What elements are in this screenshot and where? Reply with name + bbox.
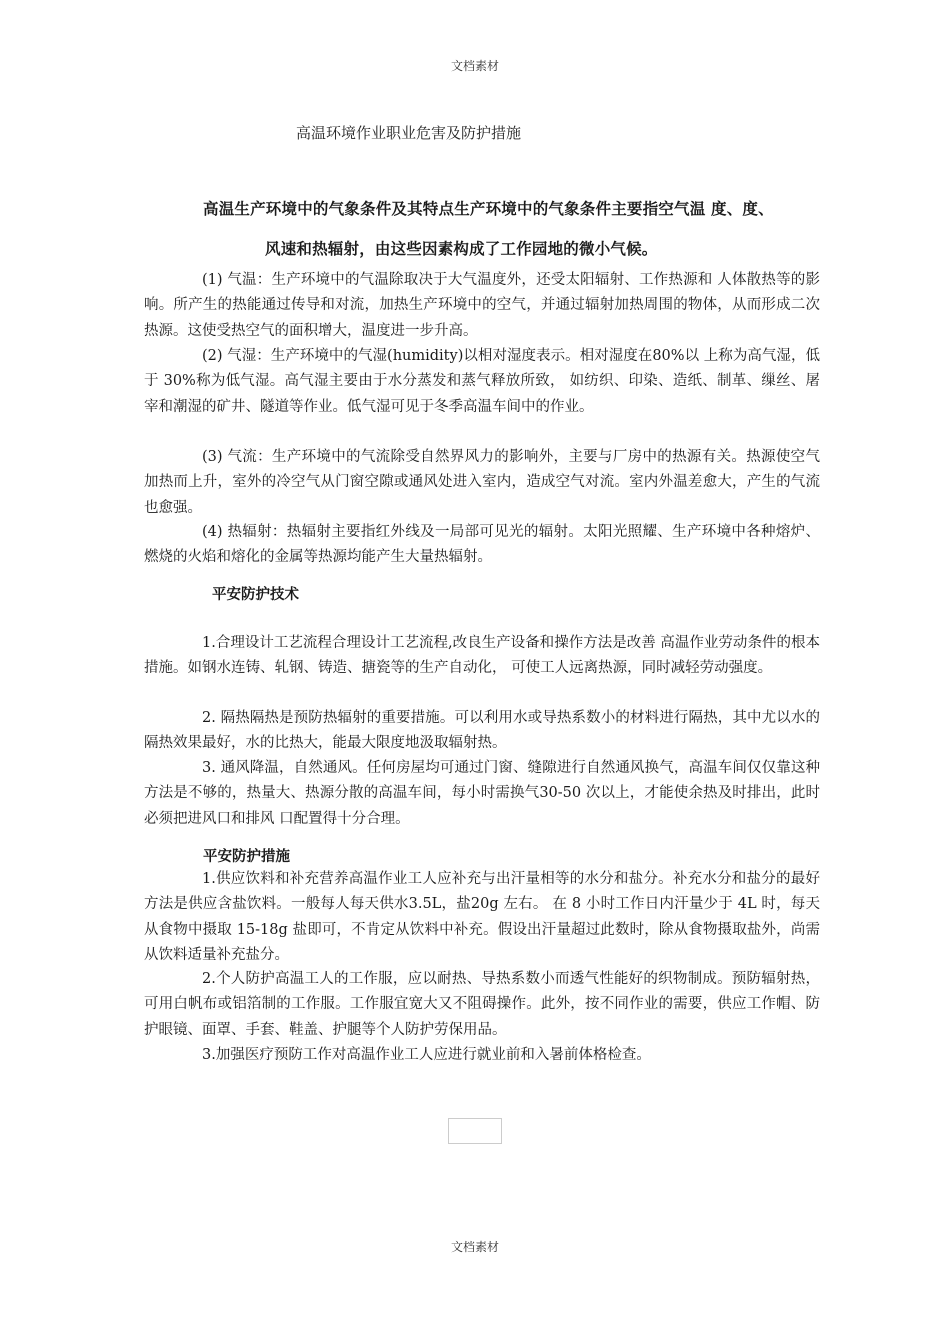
paragraph-humidity: (2) 气湿：生产环境中的气湿(humidity)以相对湿度表示。相对湿度在80%以 上称为高气湿，低于 30%称为低气湿。高气湿主要由于水分蒸发和蒸气释放所致， 如纺织、印染、造纸、制革、缫丝、屠宰和潮湿的矿井、隧道等作业。低气湿可见于冬季高温车间中的作业。 — [144, 348, 820, 415]
page-header: 文档素材 — [450, 59, 499, 73]
section-heading-technology: 平安防护技术 — [212, 586, 299, 603]
paragraph-radiation: (4) 热辐射：热辐射主要指红外线及一局部可见光的辐射。太阳光照耀、生产环境中各种熔炉、燃烧的火焰和熔化的金属等热源均能产生大量热辐射。 — [144, 524, 820, 566]
lead-heading-line2: 风速和热辐射，由这些因素构成了工作园地的微小气候。 — [265, 239, 658, 258]
lead-heading-line1: 高温生产环境中的气象条件及其特点生产环境中的气象条件主要指空气温 度、度、 — [203, 199, 774, 218]
paragraph-personal-protection: 2.个人防护高温工人的工作服，应以耐热、导热系数小而透气性能好的织物制成。预防辐射热，可用白帆布或铝箔制的工作服。工作服宜宽大又不阻碍操作。此外，按不同作业的需要，供应工作帽、防护眼镜、面罩、手套、鞋盖、护腿等个人防护劳保用品。 — [144, 971, 820, 1038]
page-footer: 文档素材 — [450, 1240, 499, 1254]
paragraph-process-design: 1.合理设计工艺流程合理设计工艺流程,改良生产设备和操作方法是改善 高温作业劳动条件的根本措施。如钢水连铸、轧钢、铸造、搪瓷等的生产自动化， 可使工人远离热源，同时减轻劳动强度。 — [144, 635, 820, 677]
paragraph-medical-prevention: 3.加强医疗预防工作对高温作业工人应进行就业前和入暑前体格检查。 — [202, 1047, 651, 1063]
paragraph-ventilation: 3. 通风降温，自然通风。任何房屋均可通过门窗、缝隙进行自然通风换气，高温车间仅仅靠这种方法是不够的，热量大、热源分散的高温车间，每小时需换气30-50 次以上，才能使余热及时排出，此时必须把进风口和排风 口配置得十分合理。 — [144, 760, 820, 827]
paragraph-temperature: (1) 气温：生产环境中的气温除取决于大气温度外，还受太阳辐射、工作热源和 人体散热等的影响。所产生的热能通过传导和对流，加热生产环境中的空气，并通过辐射加热周围的物体，从而形成二次热源。这使受热空气的面积增大，温度进一步升高。 — [144, 272, 820, 339]
document-title: 高温环境作业职业危害及防护措施 — [296, 124, 522, 142]
paragraph-drinks-nutrition: 1.供应饮料和补充营养高温作业工人应补充与出汗量相等的水分和盐分。补充水分和盐分的最好方法是供应含盐饮料。一般每人每天供水3.5L，盐20g 左右。 在 8 小时工作日内汗量少于 4L 时，每天从食物中摄取 15-18g 盐即可，不肯定从饮料中补充。假设出汗量超过此数时，除从食物摄取盐外，尚需从饮料适量补充盐分。 — [144, 871, 820, 963]
page-number-box — [448, 1118, 502, 1144]
section-heading-measures: 平安防护措施 — [203, 848, 290, 865]
paragraph-insulation: 2. 隔热隔热是预防热辐射的重要措施。可以利用水或导热系数小的材料进行隔热，其中尤以水的隔热效果最好，水的比热大，能最大限度地汲取辐射热。 — [144, 710, 820, 752]
paragraph-airflow: (3) 气流：生产环境中的气流除受自然界风力的影响外，主要与厂房中的热源有关。热源使空气加热而上升，室外的冷空气从门窗空隙或通风处进入室内，造成空气对流。室内外温差愈大，产生的气流也愈强。 — [144, 449, 820, 516]
